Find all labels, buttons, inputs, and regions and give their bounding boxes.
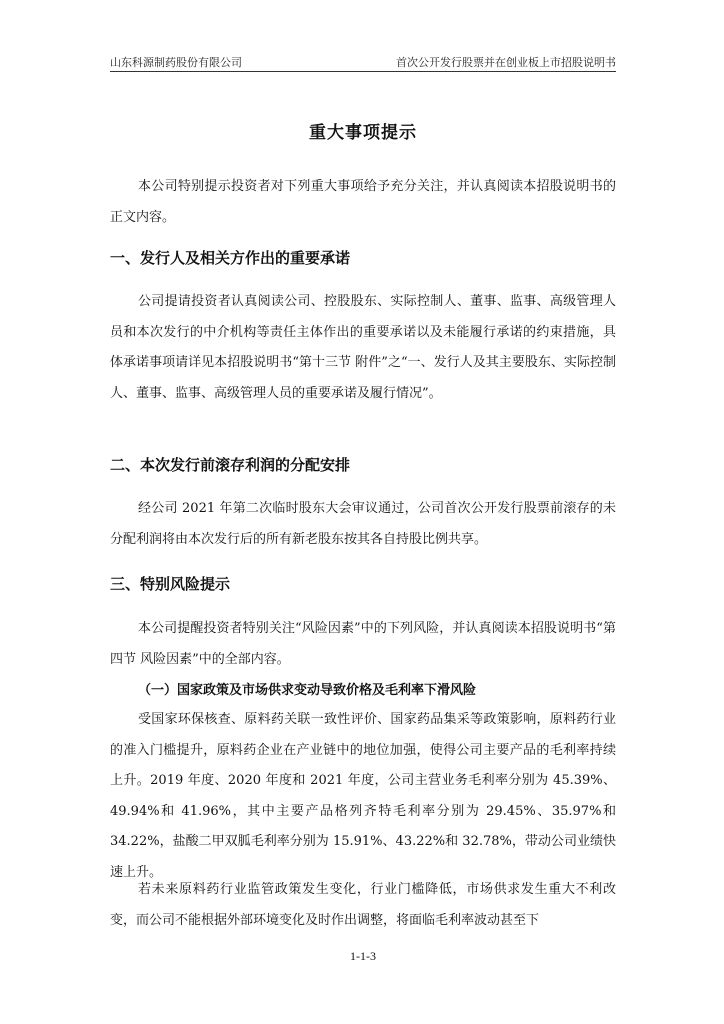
section-1-heading: 一、发行人及相关方作出的重要承诺 [110, 249, 351, 267]
section-2-paragraph: 经公司 2021 年第二次临时股东大会审议通过，公司首次公开发行股票前滚存的未分配利润将由本次发行后的所有新老股东按其各自持股比例共享。 [110, 501, 616, 547]
page-header [110, 54, 616, 70]
subsection-1-paragraph-1: 受国家环保核查、原料药关联一致性评价、国家药品集采等政策影响，原料药行业的准入门槛提升，原料药企业在产业链中的地位加强，使得公司主要产品的毛利率持续上升。2019 年度、2020 年度和 2021 年度，公司主营业务毛利率分别为 45.39%、49.94%和 41.96%，其中主要产品格列齐特毛利率分别为 29.45%、35.97%和 34.22%，盐酸二甲双胍毛利率分别为 15.91%、43.22%和 32.78%，带动公司业绩快速上升。 [110, 712, 616, 880]
page-number: 1-1-3 [350, 949, 376, 963]
section-2-heading: 二、本次发行前滚存利润的分配安排 [110, 456, 351, 474]
header-company-name: 山东科源制药股份有限公司 [110, 56, 242, 69]
section-3-paragraph: 本公司提醒投资者特别关注“风险因素”中的下列风险，并认真阅读本招股说明书“第四节 风险因素”中的全部内容。 [110, 621, 616, 667]
header-document-name: 首次公开发行股票并在创业板上市招股说明书 [396, 56, 616, 69]
subsection-1-heading: （一）国家政策及市场供求变动导致价格及毛利率下滑风险 [138, 683, 477, 698]
intro-paragraph: 本公司特别提示投资者对下列重大事项给予充分关注，并认真阅读本招股说明书的正文内容。 [110, 179, 616, 225]
header-rule [110, 71, 616, 72]
subsection-1-paragraph-2: 若未来原料药行业监管政策发生变化，行业门槛降低，市场供求发生重大不利改变，而公司不能根据外部环境变化及时作出调整，将面临毛利率波动甚至下 [110, 882, 616, 928]
section-3-heading: 三、特别风险提示 [110, 575, 231, 593]
section-1-paragraph: 公司提请投资者认真阅读公司、控股股东、实际控制人、董事、监事、高级管理人员和本次发行的中介机构等责任主体作出的重要承诺以及未能履行承诺的约束措施，具体承诺事项请详见本招股说明书“第十三节 附件”之“一、发行人及其主要股东、实际控制人、董事、监事、高级管理人员的重要承诺及履行情况”。 [110, 294, 616, 401]
page-title: 重大事项提示 [309, 123, 417, 143]
